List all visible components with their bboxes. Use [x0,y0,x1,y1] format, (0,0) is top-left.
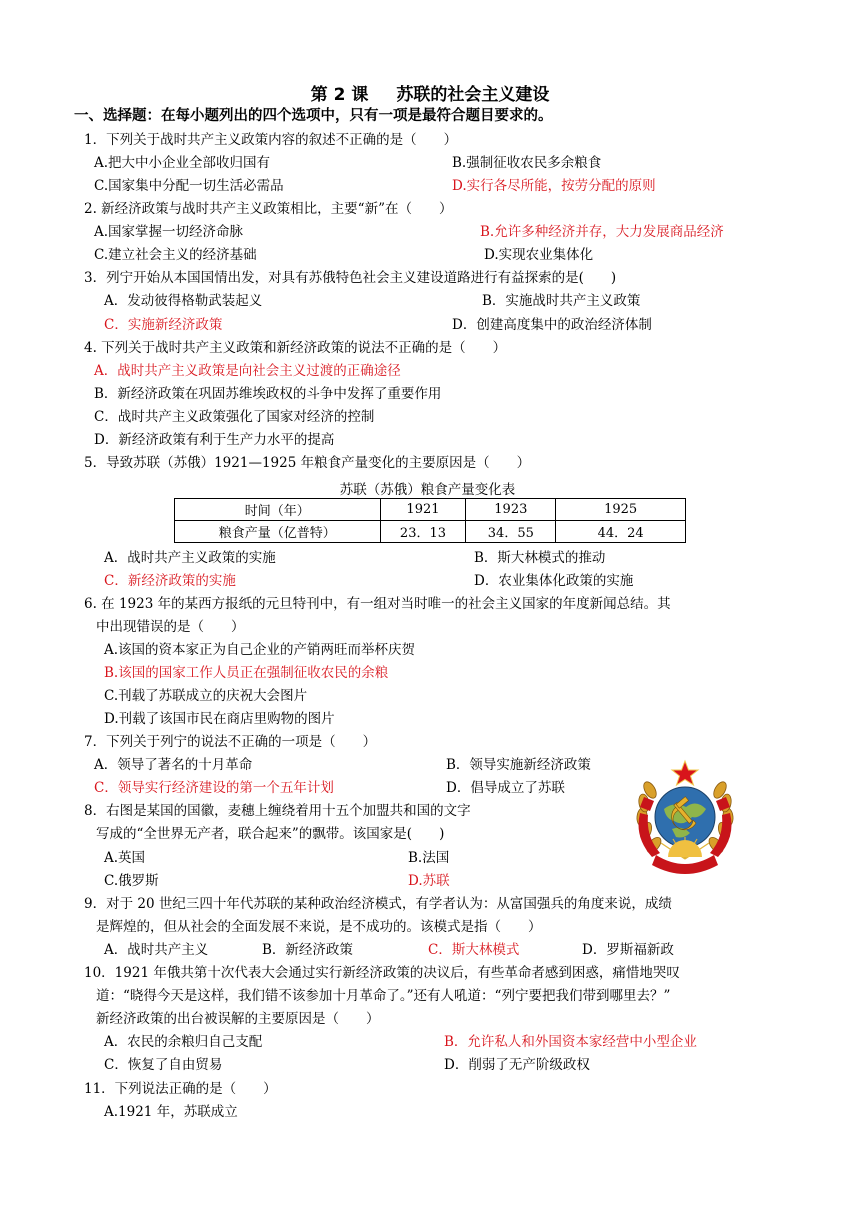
question-line: 中出现错误的是（ ） [96,619,245,635]
table-header-row [175,499,686,521]
question-line: D．罗斯福新政 [582,942,674,958]
question-line: 11．下列说法正确的是（ ） [84,1081,277,1097]
table-cell: 34．55 [466,521,556,543]
question-line: 1．下列关于战时共产主义政策内容的叙述不正确的是（ ） [84,132,458,148]
question-line: C.俄罗斯 [104,873,159,889]
question-line: 6. 在 1923 年的某西方报纸的元旦特刊中，有一组对当时唯一的社会主义国家的年度新闻总结。其 [84,596,671,612]
page-title [0,80,860,105]
question-line: D．削弱了无产阶级政权 [444,1057,590,1073]
question-line: B．实施战时共产主义政策 [482,293,641,309]
question-line: 2. 新经济政策与战时共产主义政策相比，主要“新”在（ ） [84,201,453,217]
question-line: C.建立社会主义的经济基础 [94,247,257,263]
answer-option-line: A．战时共产主义政策是向社会主义过渡的正确途径 [94,363,401,379]
soviet-emblem-icon [626,757,744,883]
question-line: 10．1921 年俄共第十次代表大会通过实行新经济政策的决议后，有些革命者感到困惑，痛惜地哭叹 [84,965,680,981]
question-line: 道：“晓得今天是这样，我们错不该参加十月革命了。”还有人吼道：“列宁要把我们带到哪里去？” [96,988,671,1004]
table-header-cell: 1925 [556,499,686,521]
answer-option-line: C．实施新经济政策 [104,317,223,333]
answer-option-line: B.该国的国家工作人员正在强制征收农民的余粮 [104,665,389,681]
question-line: B．领导实施新经济政策 [446,757,591,773]
question-line: 是辉煌的，但从社会的全面发展不来说，是不成功的。该模式是指（ ） [96,919,542,935]
question-line: 8．右图是某国的国徽，麦穗上缠绕着用十五个加盟共和国的文字 [84,803,471,819]
question-line: 7．下列关于列宁的说法不正确的一项是（ ） [84,734,377,750]
table-cell: 23．13 [380,521,466,543]
question-line: B．新经济政策 [262,942,353,958]
question-line: A．领导了著名的十月革命 [94,757,253,773]
question-line: 写成的“全世界无产者，联合起来”的飘带。该国家是( ) [96,826,445,842]
question-line: A.把大中小企业全部收归国有 [94,155,271,171]
question-line: A．发动彼得格勒武装起义 [104,293,263,309]
table-caption: 苏联（苏俄）粮食产量变化表 [339,482,516,498]
question-line: A.国家掌握一切经济命脉 [94,224,244,240]
table-header-cell: 1921 [380,499,466,521]
question-line: C.刊载了苏联成立的庆祝大会图片 [104,688,308,704]
answer-option-line: B．允许私人和外国资本家经营中小型企业 [444,1034,697,1050]
question-line: A．战时共产主义政策的实施 [104,550,276,566]
question-line: A．农民的余粮归自己支配 [104,1034,263,1050]
question-line: A．战时共产主义 [104,942,209,958]
answer-option-line: C．领导实行经济建设的第一个五年计划 [94,780,334,796]
question-line: D．倡导成立了苏联 [446,780,565,796]
question-line: 新经济政策的出台被误解的主要原因是（ ） [96,1011,380,1027]
question-line: A.英国 [104,850,146,866]
table-header-cell: 1923 [466,499,556,521]
answer-option-line: D.苏联 [408,873,450,889]
question-line: B．新经济政策在巩固苏维埃政权的斗争中发挥了重要作用 [94,386,442,402]
section-heading: 一、选择题：在每小题列出的四个选项中，只有一项是最符合题目要求的。 [74,108,553,124]
question-line: A.该国的资本家正为自己企业的产销两旺而举杯庆贺 [104,642,416,658]
lesson-name: 苏联的社会主义建设 [396,85,550,105]
grain-output-table [174,498,686,543]
question-line: 9．对于 20 世纪三四十年代苏联的某种政治经济模式，有学者认为：从富国强兵的角度来说，成绩 [84,896,672,912]
answer-option-line: C．新经济政策的实施 [104,573,236,589]
answer-option-line: B.允许多种经济并存，大力发展商品经济 [480,224,724,240]
question-line: C.国家集中分配一切生活必需品 [94,178,284,194]
question-line: C．恢复了自由贸易 [104,1057,223,1073]
table-row-label: 粮食产量（亿普特） [175,521,381,543]
question-line: D.刊载了该国市民在商店里购物的图片 [104,711,335,727]
table-header-cell: 时间（年） [175,499,381,521]
question-line: D.实现农业集体化 [484,247,594,263]
question-line: D．新经济政策有利于生产力水平的提高 [94,432,335,448]
answer-option-line: D.实行各尽所能，按劳分配的原则 [452,178,656,194]
question-line: D．创建高度集中的政治经济体制 [452,317,652,333]
table-cell: 44．24 [556,521,686,543]
question-line: B.强制征收农民多余粮食 [452,155,602,171]
table-row [175,521,686,543]
question-line: 5．导致苏联（苏俄）1921—1925 年粮食产量变化的主要原因是（ ） [84,455,531,471]
question-line: 4. 下列关于战时共产主义政策和新经济政策的说法不正确的是（ ） [84,340,507,356]
answer-option-line: C．斯大林模式 [428,942,520,958]
question-line: B．斯大林模式的推动 [474,550,606,566]
question-line: C．战时共产主义政策强化了国家对经济的控制 [94,409,375,425]
lesson-number: 第 2 课 [310,85,369,105]
question-line: B.法国 [408,850,450,866]
question-line: 3．列宁开始从本国国情出发，对具有苏俄特色社会主义建设道路进行有益探索的是( ) [84,270,617,286]
question-line: A.1921 年，苏联成立 [104,1104,238,1120]
question-line: D．农业集体化政策的实施 [474,573,634,589]
